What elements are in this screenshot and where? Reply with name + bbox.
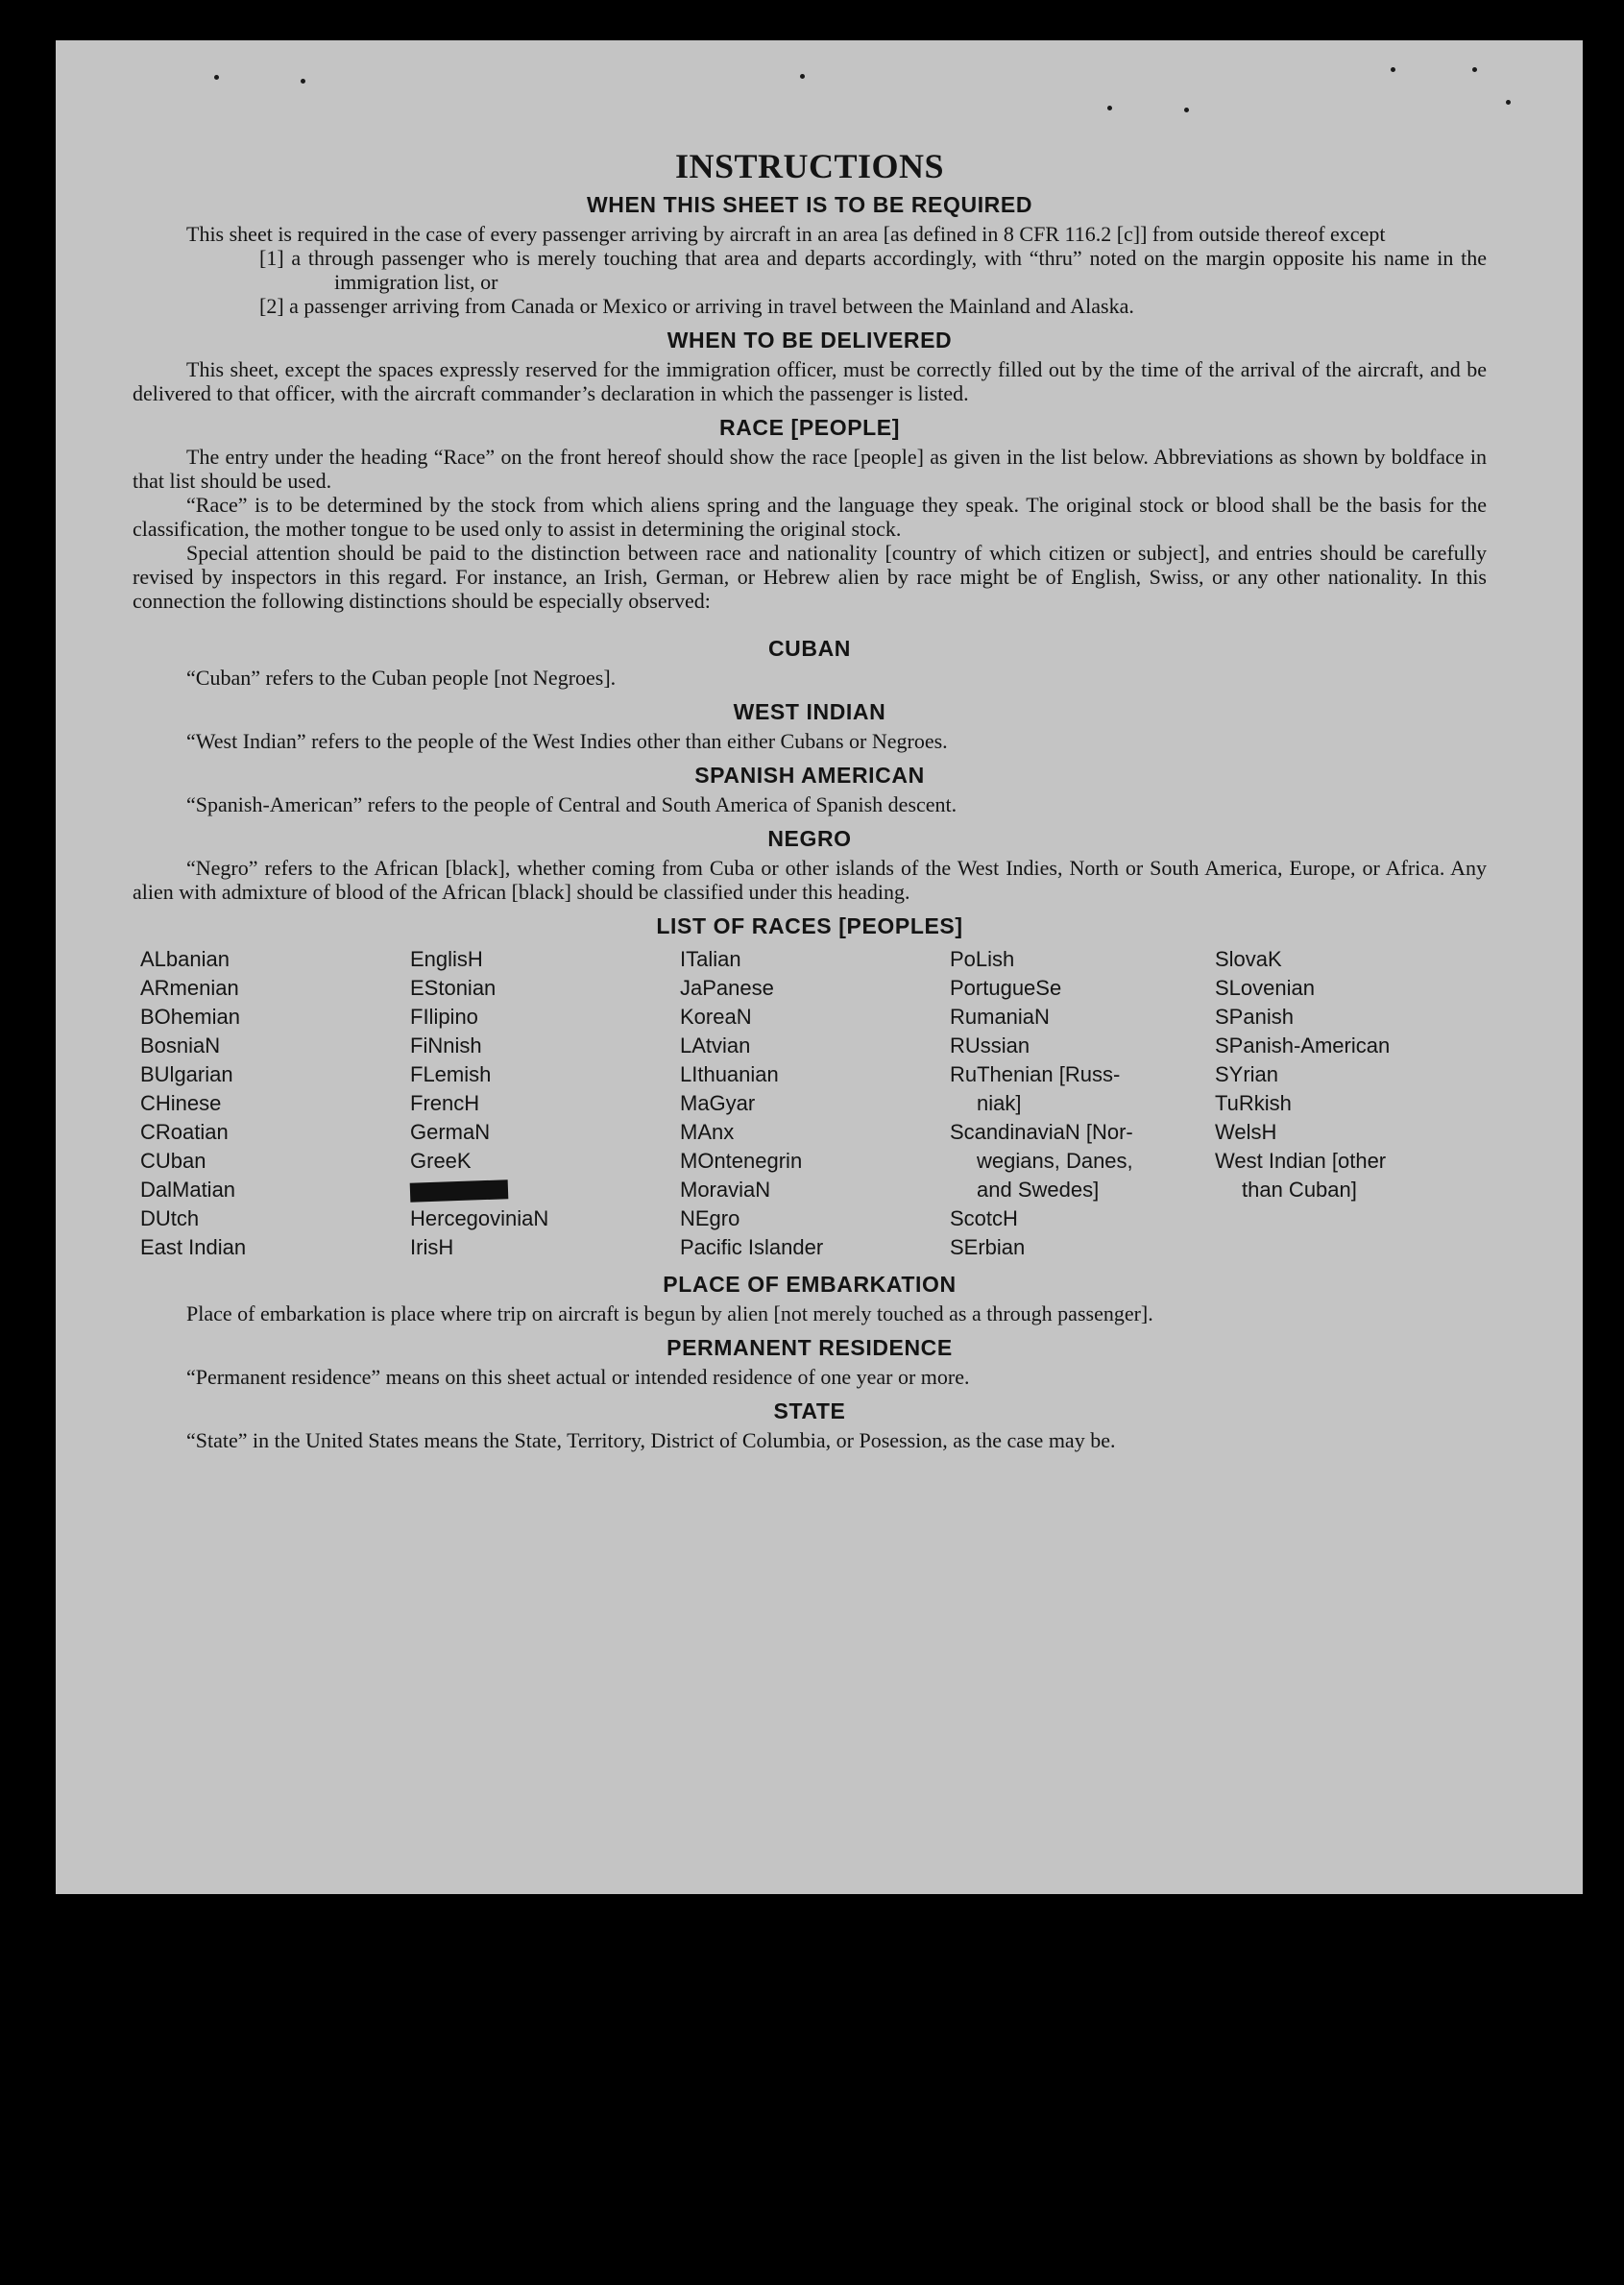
west-indian-text: “West Indian” refers to the people of the West Indies other than either Cubans or Negroes. xyxy=(186,729,948,753)
list-item: SYrian xyxy=(1215,1062,1279,1086)
heading-list-of-races: LIST OF RACES [PEOPLES] xyxy=(656,913,963,938)
list-item: SErbian xyxy=(950,1235,1026,1259)
scan-speck xyxy=(1506,100,1511,105)
list-item: LAtvian xyxy=(680,1033,751,1057)
list-item: FLemish xyxy=(410,1062,492,1086)
list-item: ITalian xyxy=(680,947,741,971)
list-item: PoLish xyxy=(950,947,1015,971)
scan-speck xyxy=(1391,67,1395,72)
scan-speck xyxy=(1472,67,1477,72)
list-item: LIthuanian xyxy=(680,1062,779,1086)
list-item: Pacific Islander xyxy=(680,1235,824,1259)
list-item: SPanish xyxy=(1215,1005,1294,1029)
negro-text: “Negro” refers to the African [black], whether coming from Cuba or other islands of the West Indies, North or South America, Europe, or Africa. Any alien with admixture of blood of the African [black] should be classified under this heading. xyxy=(133,856,1487,904)
list-item: niak] xyxy=(977,1091,1022,1115)
races-list xyxy=(133,945,1487,1262)
list-item: PortugueSe xyxy=(950,976,1062,1000)
heading-embarkation: PLACE OF EMBARKATION xyxy=(663,1272,957,1297)
list-item: SlovaK xyxy=(1215,947,1282,971)
when-required-intro: This sheet is required in the case of every passenger arriving by aircraft in an area [as defined in 8 CFR 116.2 [c]] from outside thereof except xyxy=(186,222,1386,246)
heading-west-indian: WEST INDIAN xyxy=(733,699,886,724)
spanish-american-text: “Spanish-American” refers to the people of Central and South America of Spanish descent. xyxy=(186,792,957,816)
heading-when-required: WHEN THIS SHEET IS TO BE REQUIRED xyxy=(586,192,1033,217)
permanent-residence-text: “Permanent residence” means on this sheet actual or intended residence of one year or more. xyxy=(186,1365,970,1389)
races-column-2 xyxy=(410,945,680,1262)
list-item: HercegoviniaN xyxy=(410,1206,549,1230)
list-item: ALbanian xyxy=(140,947,230,971)
list-item: NEgro xyxy=(680,1206,740,1230)
page-title: INSTRUCTIONS xyxy=(674,147,945,185)
list-item: JaPanese xyxy=(680,976,774,1000)
scan-speck xyxy=(800,74,805,79)
list-item: ScandinaviaN [Nor- xyxy=(950,1120,1133,1144)
list-item: GreeK xyxy=(410,1149,472,1173)
list-item: DUtch xyxy=(140,1206,200,1230)
list-item: wegians, Danes, xyxy=(977,1149,1133,1173)
list-item: RUssian xyxy=(950,1033,1030,1057)
list-item: SLovenian xyxy=(1215,976,1315,1000)
list-item: and Swedes] xyxy=(977,1178,1100,1202)
races-column-4 xyxy=(950,945,1215,1262)
races-column-3 xyxy=(680,945,950,1262)
list-item: WelsH xyxy=(1215,1120,1277,1144)
list-item: FrencH xyxy=(410,1091,480,1115)
list-item: RuThenian [Russ- xyxy=(950,1062,1121,1086)
race-paragraph-1: The entry under the heading “Race” on the front hereof should show the race [people] as given in the list below. Abbreviations as shown by boldface in that list should be used. xyxy=(133,445,1487,493)
cuban-text: “Cuban” refers to the Cuban people [not Negroes]. xyxy=(186,666,617,690)
list-item: SPanish-American xyxy=(1215,1033,1391,1057)
embarkation-text: Place of embarkation is place where trip on aircraft is begun by alien [not merely touched as a through passenger]. xyxy=(186,1301,1153,1325)
document-sheet xyxy=(56,40,1583,1894)
list-item: CUban xyxy=(140,1149,206,1173)
list-item: EStonian xyxy=(410,976,497,1000)
list-item: BUlgarian xyxy=(140,1062,233,1086)
exception-item-1: [1] a through passenger who is merely touching that area and departs accordingly, with “thru” noted on the margin opposite his name in the immigration list, or xyxy=(259,246,1487,294)
heading-race: RACE [PEOPLE] xyxy=(719,415,900,440)
heading-permanent-residence: PERMANENT RESIDENCE xyxy=(667,1335,953,1360)
list-item: KoreaN xyxy=(680,1005,752,1029)
list-item: FiNnish xyxy=(410,1033,482,1057)
redaction-mark xyxy=(410,1179,509,1203)
list-item: ARmenian xyxy=(140,976,239,1000)
list-item: EnglisH xyxy=(410,947,483,971)
list-item: GermaN xyxy=(410,1120,491,1144)
list-item: CRoatian xyxy=(140,1120,229,1144)
list-item: BOhemian xyxy=(140,1005,240,1029)
heading-spanish-american: SPANISH AMERICAN xyxy=(694,763,925,788)
race-paragraph-3: Special attention should be paid to the distinction between race and nationality [country of which citizen or subject], and entries should be carefully revised by inspectors in this regard. For instance, an Irish, German, or Hebrew alien by race might be of English, Swiss, or any other nationality. In this connection the following distinctions should be especially observed: xyxy=(133,541,1487,613)
list-item: than Cuban] xyxy=(1242,1178,1357,1202)
list-item: IrisH xyxy=(410,1235,454,1259)
list-item: East Indian xyxy=(140,1235,247,1259)
state-text: “State” in the United States means the State, Territory, District of Columbia, or Posession, as the case may be. xyxy=(186,1428,1116,1452)
list-item: TuRkish xyxy=(1215,1091,1292,1115)
list-item: MaGyar xyxy=(680,1091,756,1115)
scan-speck xyxy=(214,75,219,80)
heading-negro: NEGRO xyxy=(767,826,852,851)
list-item: ScotcH xyxy=(950,1206,1018,1230)
list-item: West Indian [other xyxy=(1215,1149,1387,1173)
list-item: MOntenegrin xyxy=(680,1149,803,1173)
list-item: FIlipino xyxy=(410,1005,478,1029)
list-item: DalMatian xyxy=(140,1178,236,1202)
list-item: RumaniaN xyxy=(950,1005,1050,1029)
scan-speck xyxy=(1184,108,1189,112)
heading-cuban: CUBAN xyxy=(767,636,852,661)
list-item: MoraviaN xyxy=(680,1178,771,1202)
heading-state: STATE xyxy=(773,1398,846,1423)
redacted-entry xyxy=(410,1176,680,1204)
scan-speck xyxy=(1107,106,1112,110)
list-item: BosniaN xyxy=(140,1033,221,1057)
races-column-1 xyxy=(140,945,410,1262)
races-column-5 xyxy=(1215,945,1493,1262)
scan-speck xyxy=(301,79,305,84)
exception-item-2: [2] a passenger arriving from Canada or Mexico or arriving in travel between the Mainland and Alaska. xyxy=(259,294,1134,318)
list-item: MAnx xyxy=(680,1120,735,1144)
heading-when-delivered: WHEN TO BE DELIVERED xyxy=(667,328,953,352)
when-delivered-text: This sheet, except the spaces expressly reserved for the immigration officer, must be correctly filled out by the time of the arrival of the aircraft, and be delivered to that officer, with the aircraft commander’s declaration in which the passenger is listed. xyxy=(133,357,1487,405)
list-item: CHinese xyxy=(140,1091,222,1115)
race-paragraph-2: “Race” is to be determined by the stock from which aliens spring and the language they speak. The original stock or blood shall be the basis for the classification, the mother tongue to be used only to assist in determining the original stock. xyxy=(133,493,1487,541)
